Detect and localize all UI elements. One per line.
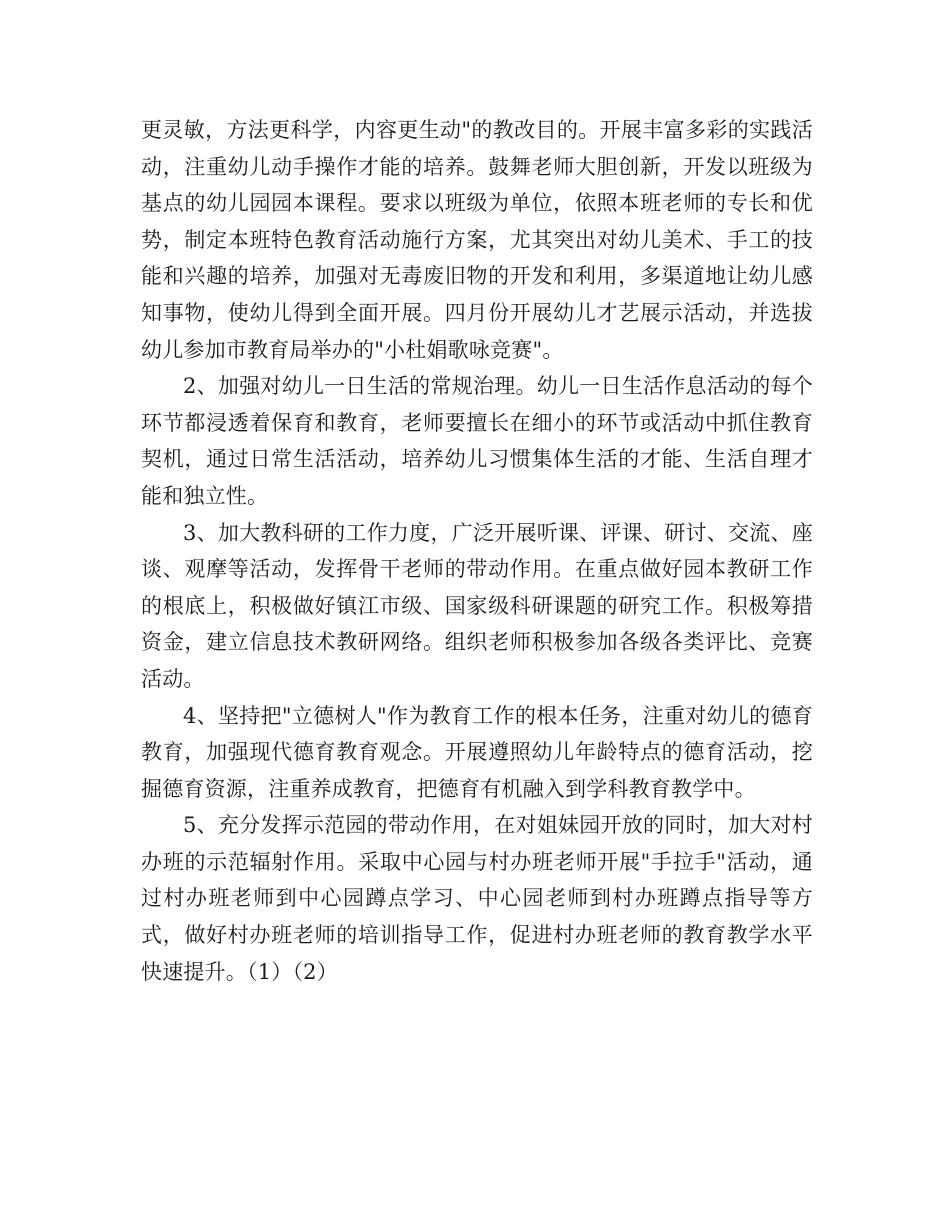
paragraph-item-2: 2、加强对幼儿一日生活的常规治理。幼儿一日生活作息活动的每个环节都浸透着保育和教育，老师要擅长在细小的环节或活动中抓住教育契机，通过日常生活活动，培养幼儿习惯集体生活的才能、生活自理才能和独立性。 bbox=[141, 374, 813, 508]
paragraph-item-4: 4、坚持把"立德树人"作为教育工作的根本任务，注重对幼儿的德育教育，加强现代德育教育观念。开展遵照幼儿年龄特点的德育活动，挖掘德育资源，注重养成教育，把德育有机融入到学科教育教学中。 bbox=[141, 703, 813, 801]
document-body bbox=[141, 112, 813, 990]
paragraph-item-3: 3、加大教科研的工作力度，广泛开展听课、评课、研讨、交流、座谈、观摩等活动，发挥骨干老师的带动作用。在重点做好园本教研工作的根底上，积极做好镇江市级、国家级科研课题的研究工作。积极筹措资金，建立信息技术教研网络。组织老师积极参加各级各类评比、竞赛活动。 bbox=[141, 520, 813, 691]
paragraph-item-5: 5、充分发挥示范园的带动作用，在对姐妹园开放的同时，加大对村办班的示范辐射作用。采取中心园与村办班老师开展"手拉手"活动，通过村办班老师到中心园蹲点学习、中心园老师到村办班蹲点指导等方式，做好村办班老师的培训指导工作，促进村办班老师的教育教学水平快速提升。（1）（2） bbox=[141, 813, 813, 984]
paragraph-continuation: 更灵敏，方法更科学，内容更生动"的教改目的。开展丰富多彩的实践活动，注重幼儿动手操作才能的培养。鼓舞老师大胆创新，开发以班级为基点的幼儿园园本课程。要求以班级为单位，依照本班老师的专长和优势，制定本班特色教育活动施行方案，尤其突出对幼儿美术、手工的技能和兴趣的培养，加强对无毒废旧物的开发和利用，多渠道地让幼儿感知事物，使幼儿得到全面开展。四月份开展幼儿才艺展示活动，并选拔幼儿参加市教育局举办的"小杜娟歌咏竞赛"。 bbox=[141, 118, 813, 362]
